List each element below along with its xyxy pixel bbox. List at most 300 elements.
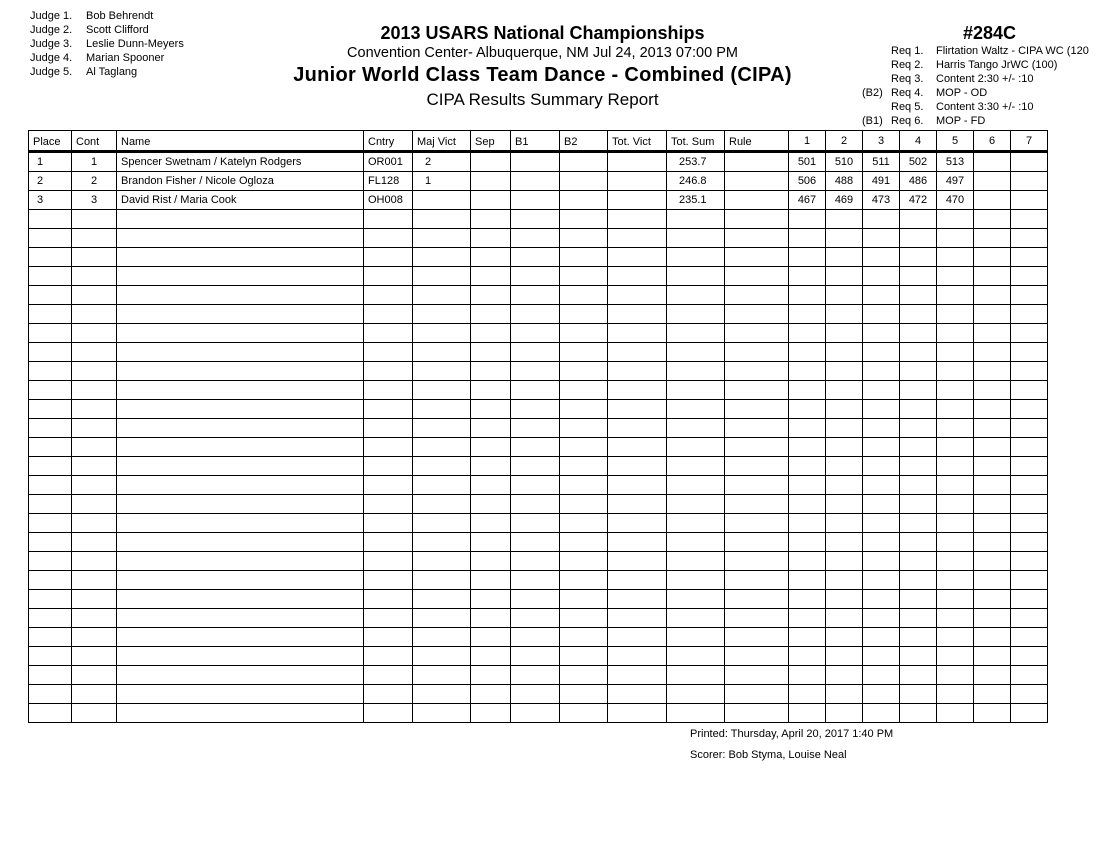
empty-cell [1011,704,1048,723]
empty-cell [1011,457,1048,476]
empty-cell [863,628,900,647]
empty-cell [900,685,937,704]
empty-cell [725,305,789,324]
column-header: 7 [1011,131,1048,152]
empty-cell [29,267,72,286]
championship-title: 2013 USARS National Championships [380,23,705,43]
empty-cell [1011,400,1048,419]
cell-j3: 473 [863,191,900,210]
empty-table-row [29,476,1048,495]
empty-cell [413,229,471,248]
empty-cell [937,628,974,647]
empty-cell [863,476,900,495]
empty-cell [413,476,471,495]
empty-cell [117,210,364,229]
empty-cell [974,248,1011,267]
requirement-text: Flirtation Waltz - CIPA WC (120 [936,45,1089,57]
empty-cell [937,533,974,552]
empty-cell [117,704,364,723]
empty-cell [72,685,117,704]
empty-cell [471,704,511,723]
column-header: Rule [725,131,789,152]
empty-cell [1011,267,1048,286]
empty-cell [471,514,511,533]
empty-cell [72,609,117,628]
empty-cell [72,305,117,324]
empty-cell [826,609,863,628]
cell-j1: 506 [789,172,826,191]
empty-cell [364,685,413,704]
empty-cell [974,210,1011,229]
empty-cell [608,704,667,723]
empty-cell [413,609,471,628]
empty-cell [471,267,511,286]
empty-cell [725,286,789,305]
empty-cell [974,647,1011,666]
empty-cell [937,343,974,362]
cell-tot-sum: 253.7 [667,152,725,172]
empty-cell [471,400,511,419]
empty-cell [471,628,511,647]
empty-cell [29,381,72,400]
empty-table-row [29,343,1048,362]
cell-name: David Rist / Maria Cook [117,191,364,210]
empty-cell [826,685,863,704]
empty-cell [29,343,72,362]
empty-cell [560,286,608,305]
empty-cell [560,552,608,571]
empty-cell [511,210,560,229]
column-header: Place [29,131,72,152]
empty-cell [900,552,937,571]
empty-cell [560,533,608,552]
empty-cell [974,343,1011,362]
empty-cell [789,647,826,666]
empty-cell [725,609,789,628]
empty-cell [72,476,117,495]
requirement-entry [862,72,1089,86]
empty-cell [511,381,560,400]
empty-cell [117,571,364,590]
empty-cell [900,343,937,362]
empty-cell [471,324,511,343]
bonus-tag: (B2) [862,87,883,99]
empty-cell [608,286,667,305]
empty-cell [117,666,364,685]
empty-cell [29,571,72,590]
empty-cell [667,419,725,438]
column-header: 1 [789,131,826,152]
cell-rule [725,191,789,210]
empty-cell [863,362,900,381]
empty-cell [863,381,900,400]
empty-cell [667,476,725,495]
empty-cell [29,666,72,685]
judge-entry: Judge 2. Scott Clifford [30,24,149,36]
empty-cell [900,210,937,229]
empty-table-row [29,609,1048,628]
empty-cell [511,419,560,438]
empty-cell [72,666,117,685]
cell-place: 3 [29,191,72,210]
empty-cell [826,438,863,457]
empty-cell [511,305,560,324]
empty-cell [72,419,117,438]
empty-cell [72,438,117,457]
empty-cell [900,267,937,286]
empty-cell [826,305,863,324]
empty-cell [413,438,471,457]
empty-cell [511,628,560,647]
empty-cell [789,533,826,552]
cell-j5: 513 [937,152,974,172]
empty-cell [789,210,826,229]
empty-cell [413,305,471,324]
cell-rule [725,152,789,172]
empty-cell [117,343,364,362]
cell-tot-vict [608,191,667,210]
empty-table-row [29,571,1048,590]
empty-cell [1011,438,1048,457]
empty-cell [560,704,608,723]
empty-cell [364,381,413,400]
empty-cell [608,590,667,609]
empty-cell [560,210,608,229]
empty-cell [608,514,667,533]
empty-cell [29,419,72,438]
empty-cell [1011,248,1048,267]
empty-cell [725,229,789,248]
empty-cell [667,400,725,419]
cell-name: Brandon Fisher / Nicole Ogloza [117,172,364,191]
empty-cell [511,666,560,685]
empty-cell [413,362,471,381]
empty-cell [937,685,974,704]
empty-cell [560,628,608,647]
column-header: 2 [826,131,863,152]
empty-cell [974,457,1011,476]
empty-cell [937,552,974,571]
empty-cell [725,324,789,343]
empty-cell [826,533,863,552]
empty-cell [117,628,364,647]
empty-cell [937,267,974,286]
cell-maj-vict: 2 [413,152,471,172]
empty-cell [364,609,413,628]
empty-cell [608,400,667,419]
empty-cell [789,362,826,381]
empty-cell [1011,476,1048,495]
empty-cell [413,552,471,571]
empty-cell [117,476,364,495]
empty-cell [974,229,1011,248]
empty-cell [117,438,364,457]
empty-cell [117,324,364,343]
empty-cell [900,476,937,495]
empty-cell [364,704,413,723]
empty-cell [900,514,937,533]
cell-j7 [1011,152,1048,172]
empty-cell [667,628,725,647]
empty-cell [667,533,725,552]
empty-cell [725,457,789,476]
cell-b1 [511,172,560,191]
empty-cell [29,628,72,647]
empty-cell [608,685,667,704]
cell-j6 [974,172,1011,191]
empty-cell [29,609,72,628]
empty-cell [29,457,72,476]
empty-cell [29,210,72,229]
empty-cell [789,495,826,514]
empty-cell [937,647,974,666]
empty-cell [974,362,1011,381]
empty-cell [789,438,826,457]
empty-cell [1011,286,1048,305]
empty-cell [511,362,560,381]
empty-cell [560,685,608,704]
empty-table-row [29,457,1048,476]
empty-table-row [29,324,1048,343]
empty-cell [667,362,725,381]
empty-cell [789,400,826,419]
empty-cell [789,267,826,286]
empty-cell [560,248,608,267]
empty-cell [29,324,72,343]
empty-cell [1011,210,1048,229]
empty-cell [117,552,364,571]
empty-cell [72,533,117,552]
empty-table-row [29,210,1048,229]
empty-cell [471,647,511,666]
empty-cell [789,476,826,495]
empty-cell [72,210,117,229]
empty-cell [826,590,863,609]
empty-cell [511,552,560,571]
empty-cell [608,666,667,685]
empty-cell [826,666,863,685]
empty-cell [560,400,608,419]
empty-cell [900,400,937,419]
empty-cell [511,324,560,343]
empty-cell [789,666,826,685]
empty-cell [937,248,974,267]
empty-cell [117,267,364,286]
empty-cell [826,476,863,495]
empty-cell [413,647,471,666]
column-header: Name [117,131,364,152]
empty-cell [863,609,900,628]
empty-cell [974,552,1011,571]
empty-cell [789,343,826,362]
empty-cell [667,229,725,248]
bonus-tag: (B1) [862,115,883,127]
requirement-text: Content 3:30 +/- :10 [936,101,1034,113]
empty-cell [1011,552,1048,571]
empty-cell [725,343,789,362]
empty-cell [937,362,974,381]
empty-cell [937,381,974,400]
cell-maj-vict [413,191,471,210]
cell-sep [471,152,511,172]
empty-cell [72,647,117,666]
empty-cell [608,438,667,457]
empty-cell [29,514,72,533]
empty-cell [511,476,560,495]
empty-cell [725,647,789,666]
empty-cell [364,552,413,571]
empty-cell [863,704,900,723]
empty-cell [364,229,413,248]
empty-cell [789,571,826,590]
empty-cell [974,324,1011,343]
empty-cell [364,647,413,666]
empty-cell [560,666,608,685]
empty-cell [789,704,826,723]
empty-cell [413,419,471,438]
empty-cell [364,457,413,476]
empty-cell [974,571,1011,590]
empty-cell [667,210,725,229]
empty-cell [117,286,364,305]
cell-rule [725,172,789,191]
empty-cell [1011,533,1048,552]
cell-maj-vict: 1 [413,172,471,191]
empty-cell [1011,229,1048,248]
cell-tot-sum: 246.8 [667,172,725,191]
empty-cell [826,495,863,514]
empty-cell [937,229,974,248]
empty-cell [900,305,937,324]
empty-cell [667,685,725,704]
empty-cell [863,685,900,704]
empty-cell [471,685,511,704]
empty-cell [974,476,1011,495]
empty-cell [667,571,725,590]
empty-table-row [29,248,1048,267]
empty-cell [725,628,789,647]
empty-cell [413,267,471,286]
empty-cell [29,476,72,495]
empty-cell [72,514,117,533]
column-header: B1 [511,131,560,152]
empty-cell [900,647,937,666]
empty-cell [974,590,1011,609]
empty-cell [863,210,900,229]
empty-cell [364,628,413,647]
empty-cell [471,343,511,362]
empty-cell [937,571,974,590]
cell-j4: 472 [900,191,937,210]
empty-cell [863,552,900,571]
empty-cell [608,267,667,286]
column-header: 6 [974,131,1011,152]
column-header: Tot. Sum [667,131,725,152]
table-row [29,152,1048,172]
empty-cell [413,704,471,723]
empty-cell [560,324,608,343]
empty-cell [725,533,789,552]
empty-cell [863,267,900,286]
empty-cell [667,248,725,267]
empty-cell [511,400,560,419]
empty-cell [413,210,471,229]
empty-cell [72,248,117,267]
empty-cell [937,419,974,438]
empty-cell [826,381,863,400]
empty-cell [1011,666,1048,685]
empty-cell [937,476,974,495]
empty-table-row [29,400,1048,419]
empty-cell [29,495,72,514]
cell-tot-sum: 235.1 [667,191,725,210]
requirement-label: Req 3. [891,73,924,85]
empty-cell [974,533,1011,552]
empty-cell [789,685,826,704]
empty-cell [413,286,471,305]
empty-cell [608,609,667,628]
empty-table-row [29,552,1048,571]
report-title: CIPA Results Summary Report [426,90,659,109]
empty-cell [560,457,608,476]
empty-cell [608,324,667,343]
empty-cell [900,609,937,628]
empty-cell [937,210,974,229]
empty-cell [560,514,608,533]
empty-cell [667,590,725,609]
empty-cell [900,533,937,552]
empty-cell [937,305,974,324]
requirement-entry [862,114,1089,128]
judge-entry: Judge 4. Marian Spooner [30,52,165,64]
empty-cell [471,457,511,476]
empty-cell [511,248,560,267]
empty-cell [863,324,900,343]
empty-cell [667,457,725,476]
empty-cell [511,647,560,666]
empty-cell [29,400,72,419]
empty-cell [789,324,826,343]
empty-cell [1011,514,1048,533]
column-header: 5 [937,131,974,152]
scorer-names: Scorer: Bob Styma, Louise Neal [690,749,847,761]
empty-cell [826,628,863,647]
empty-cell [974,609,1011,628]
empty-cell [117,400,364,419]
empty-cell [826,571,863,590]
empty-cell [511,685,560,704]
judge-entry: Judge 3. Leslie Dunn-Meyers [30,38,184,50]
empty-cell [413,685,471,704]
empty-cell [560,495,608,514]
empty-cell [560,609,608,628]
empty-cell [72,628,117,647]
empty-cell [413,400,471,419]
empty-table-row [29,495,1048,514]
empty-cell [471,438,511,457]
empty-cell [937,590,974,609]
empty-cell [72,381,117,400]
empty-cell [667,514,725,533]
empty-cell [29,248,72,267]
empty-cell [364,362,413,381]
empty-cell [560,647,608,666]
empty-cell [1011,324,1048,343]
requirement-label: Req 2. [891,59,924,71]
empty-cell [511,704,560,723]
empty-cell [364,248,413,267]
empty-cell [863,666,900,685]
